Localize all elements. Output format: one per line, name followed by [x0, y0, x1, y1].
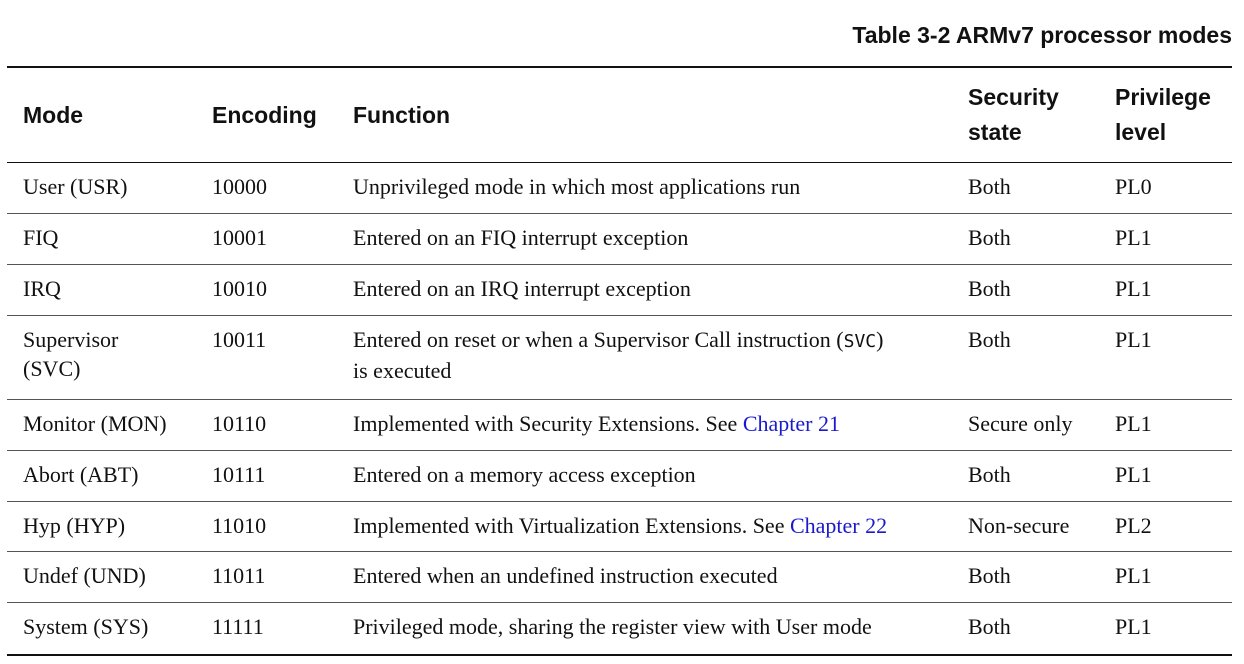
function-text: Implemented with Virtualization Extensions. See [353, 513, 790, 538]
table-row [7, 400, 1232, 451]
chapter-22-link[interactable]: Chapter 22 [789, 513, 888, 538]
cell-privilege: PL1 [1115, 327, 1152, 352]
cell-encoding: 10011 [212, 327, 267, 352]
header-security-state [952, 68, 1099, 162]
function-text-a: Entered on reset or when a Supervisor Call instruction ( [353, 327, 844, 352]
processor-modes-table [7, 66, 1232, 656]
cell-security: Both [968, 614, 1011, 639]
cell-privilege: PL1 [1115, 462, 1152, 487]
cell-function: Entered on an IRQ interrupt exception [353, 276, 691, 301]
function-code: SVC [843, 331, 877, 352]
table-header-row [7, 68, 1232, 163]
cell-encoding: 10110 [212, 411, 267, 436]
cell-privilege: PL1 [1115, 276, 1152, 301]
cell-encoding: 11010 [212, 513, 267, 538]
header-privilege-level [1099, 68, 1232, 162]
cell-security: Non-secure [968, 513, 1070, 538]
cell-security: Both [968, 327, 1011, 352]
cell-encoding: 10001 [212, 225, 267, 250]
table-row [7, 163, 1232, 214]
cell-mode [7, 325, 196, 399]
table-row [7, 552, 1232, 603]
cell-security: Both [968, 563, 1011, 588]
header-privilege-line1: Privilege [1115, 84, 1211, 110]
cell-encoding: 10000 [212, 174, 267, 199]
table-row [7, 502, 1232, 552]
header-function: Function [353, 101, 451, 128]
cell-security: Both [968, 462, 1011, 487]
cell-security: Both [968, 174, 1011, 199]
table-row [7, 603, 1232, 654]
table-row [7, 214, 1232, 265]
header-security-line2: state [968, 119, 1022, 145]
function-text-line2: is executed [353, 358, 452, 383]
function-text-b: ) [876, 327, 884, 352]
cell-mode: Undef (UND) [23, 563, 146, 588]
cell-function [337, 511, 952, 551]
header-privilege-line2: level [1115, 119, 1167, 145]
cell-function [337, 325, 952, 399]
cell-privilege: PL1 [1115, 614, 1152, 639]
header-mode: Mode [23, 101, 84, 128]
cell-mode: Hyp (HYP) [23, 513, 126, 538]
header-security-line1: Security [968, 84, 1059, 110]
table-row [7, 265, 1232, 316]
cell-privilege: PL2 [1115, 513, 1152, 538]
cell-security: Both [968, 225, 1011, 250]
cell-security: Secure only [968, 411, 1073, 436]
cell-function: Unprivileged mode in which most applications run [353, 174, 801, 199]
cell-encoding: 11011 [212, 563, 266, 588]
cell-mode: Monitor (MON) [23, 411, 167, 436]
cell-privilege: PL1 [1115, 411, 1152, 436]
cell-encoding: 11111 [212, 614, 264, 639]
cell-mode-line2: (SVC) [23, 356, 81, 381]
cell-function: Entered when an undefined instruction executed [353, 563, 778, 588]
cell-mode-line1: Supervisor [23, 327, 119, 352]
cell-privilege: PL1 [1115, 225, 1152, 250]
cell-mode: FIQ [23, 225, 59, 250]
cell-function: Entered on an FIQ interrupt exception [353, 225, 689, 250]
chapter-21-link[interactable]: Chapter 21 [742, 411, 840, 436]
cell-mode: System (SYS) [23, 614, 149, 639]
table-caption: Table 3-2 ARMv7 processor modes [852, 22, 1232, 48]
table-row [7, 451, 1232, 502]
header-encoding: Encoding [212, 101, 317, 128]
cell-privilege: PL0 [1115, 174, 1152, 199]
function-text: Implemented with Security Extensions. See [353, 411, 743, 436]
table-row [7, 316, 1232, 400]
cell-function [337, 409, 952, 450]
cell-security: Both [968, 276, 1011, 301]
cell-mode: IRQ [23, 276, 61, 301]
cell-function: Entered on a memory access exception [353, 462, 696, 487]
cell-privilege: PL1 [1115, 563, 1152, 588]
cell-encoding: 10010 [212, 276, 267, 301]
cell-mode: User (USR) [23, 174, 128, 199]
cell-mode: Abort (ABT) [23, 462, 139, 487]
cell-encoding: 10111 [212, 462, 266, 487]
cell-function: Privileged mode, sharing the register view with User mode [353, 614, 872, 639]
